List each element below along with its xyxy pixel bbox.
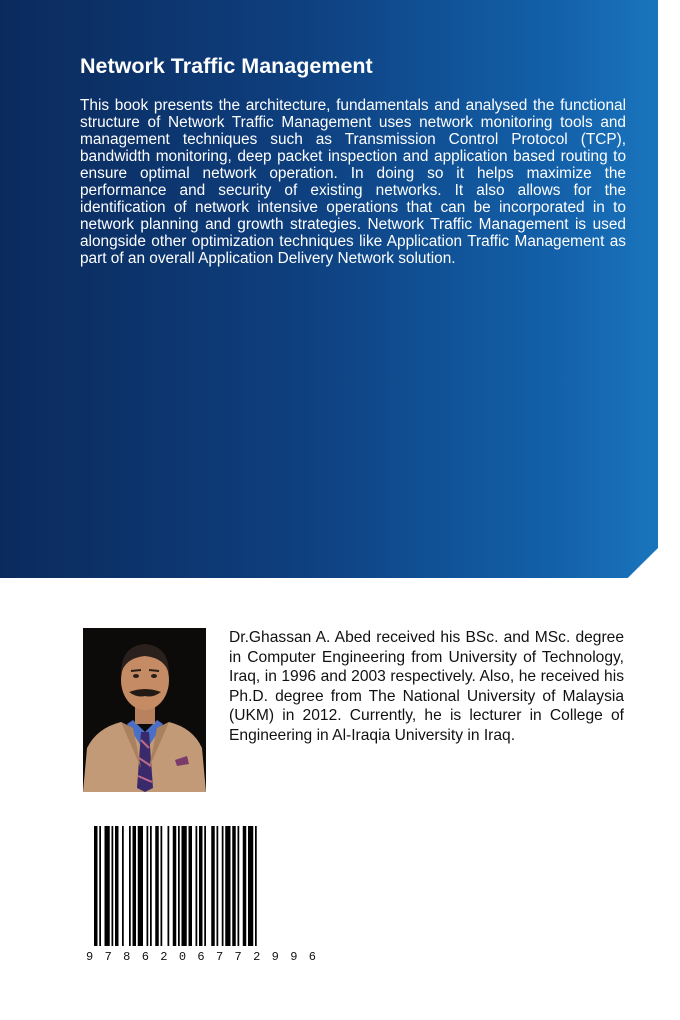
barcode-bar xyxy=(129,826,131,946)
barcode-bar xyxy=(173,826,177,946)
barcode-bar xyxy=(255,826,257,946)
barcode-bar xyxy=(122,826,124,946)
barcode-bar xyxy=(204,826,206,946)
barcode-bar xyxy=(232,826,236,946)
barcode-bar xyxy=(217,826,219,946)
barcode-bar xyxy=(238,826,240,946)
barcode-bars-icon xyxy=(84,826,330,948)
barcode-digit: 7 xyxy=(104,950,112,964)
barcode-digit: 6 xyxy=(141,950,149,964)
author-portrait-icon xyxy=(83,628,206,792)
barcode-bar xyxy=(138,826,143,946)
author-bio: Dr.Ghassan A. Abed received his BSc. and MSc. degree in Computer Engineering from University of Technology, Iraq, in 1996 and 2003 respectively. Also, he received his Ph.D. degree from The National University of Malaysia (UKM) in 2012. Currently, he is lecturer in College of Engineering in Al-Iraqia University in Iraq. xyxy=(229,629,624,744)
author-photo xyxy=(83,628,206,792)
barcode-digit: 7 xyxy=(234,950,242,964)
barcode-digit: 9 xyxy=(271,950,279,964)
barcode-digit: 7 xyxy=(215,950,224,964)
barcode-bar xyxy=(105,826,110,946)
barcode-digits xyxy=(84,950,316,964)
barcode-bar xyxy=(155,826,159,946)
barcode-digit: 0 xyxy=(178,950,187,964)
barcode-bar xyxy=(178,826,180,946)
barcode-bar xyxy=(248,826,253,946)
barcode-bar xyxy=(133,826,137,946)
barcode-digit: 2 xyxy=(160,950,168,964)
barcode-digit: 9 xyxy=(86,950,94,964)
barcode-bar xyxy=(211,826,215,946)
barcode-digit: 9 xyxy=(290,950,298,964)
barcode-digit: 6 xyxy=(197,950,205,964)
barcode-bar xyxy=(182,826,187,946)
barcode-bar xyxy=(199,826,203,946)
barcode-bar xyxy=(243,826,247,946)
barcode-bar xyxy=(161,826,163,946)
barcode-bar xyxy=(99,826,101,946)
barcode-bar xyxy=(94,826,98,946)
barcode-bar xyxy=(115,826,119,946)
barcode-bar xyxy=(112,826,114,946)
isbn-barcode xyxy=(84,826,330,968)
barcode-bar xyxy=(222,826,224,946)
barcode-digit: 6 xyxy=(308,950,316,964)
barcode-digit: 8 xyxy=(123,950,131,964)
barcode-bar xyxy=(150,826,152,946)
barcode-bar xyxy=(147,826,149,946)
barcode-bar xyxy=(196,826,198,946)
barcode-digit: 2 xyxy=(253,950,261,964)
barcode-bar xyxy=(225,826,230,946)
barcode-bar xyxy=(168,826,170,946)
book-description: This book presents the architecture, fundamentals and analysed the functional structure of Network Traffic Management uses network monitoring tools and management techniques such as Transmission Control Protocol (TCP), bandwidth monitoring, deep packet inspection and application based routing to ensure optimal network operation. In doing so it helps maximize the performance and security of existing networks. It also allows for the identification of network intensive operations that can be incorporated in to network planning and growth strategies. Network Traffic Management is used alongside other optimization techniques like Application Traffic Management as part of an overall Application Delivery Network solution. xyxy=(80,97,626,267)
barcode-bar xyxy=(189,826,193,946)
book-title: Network Traffic Management xyxy=(80,54,373,78)
